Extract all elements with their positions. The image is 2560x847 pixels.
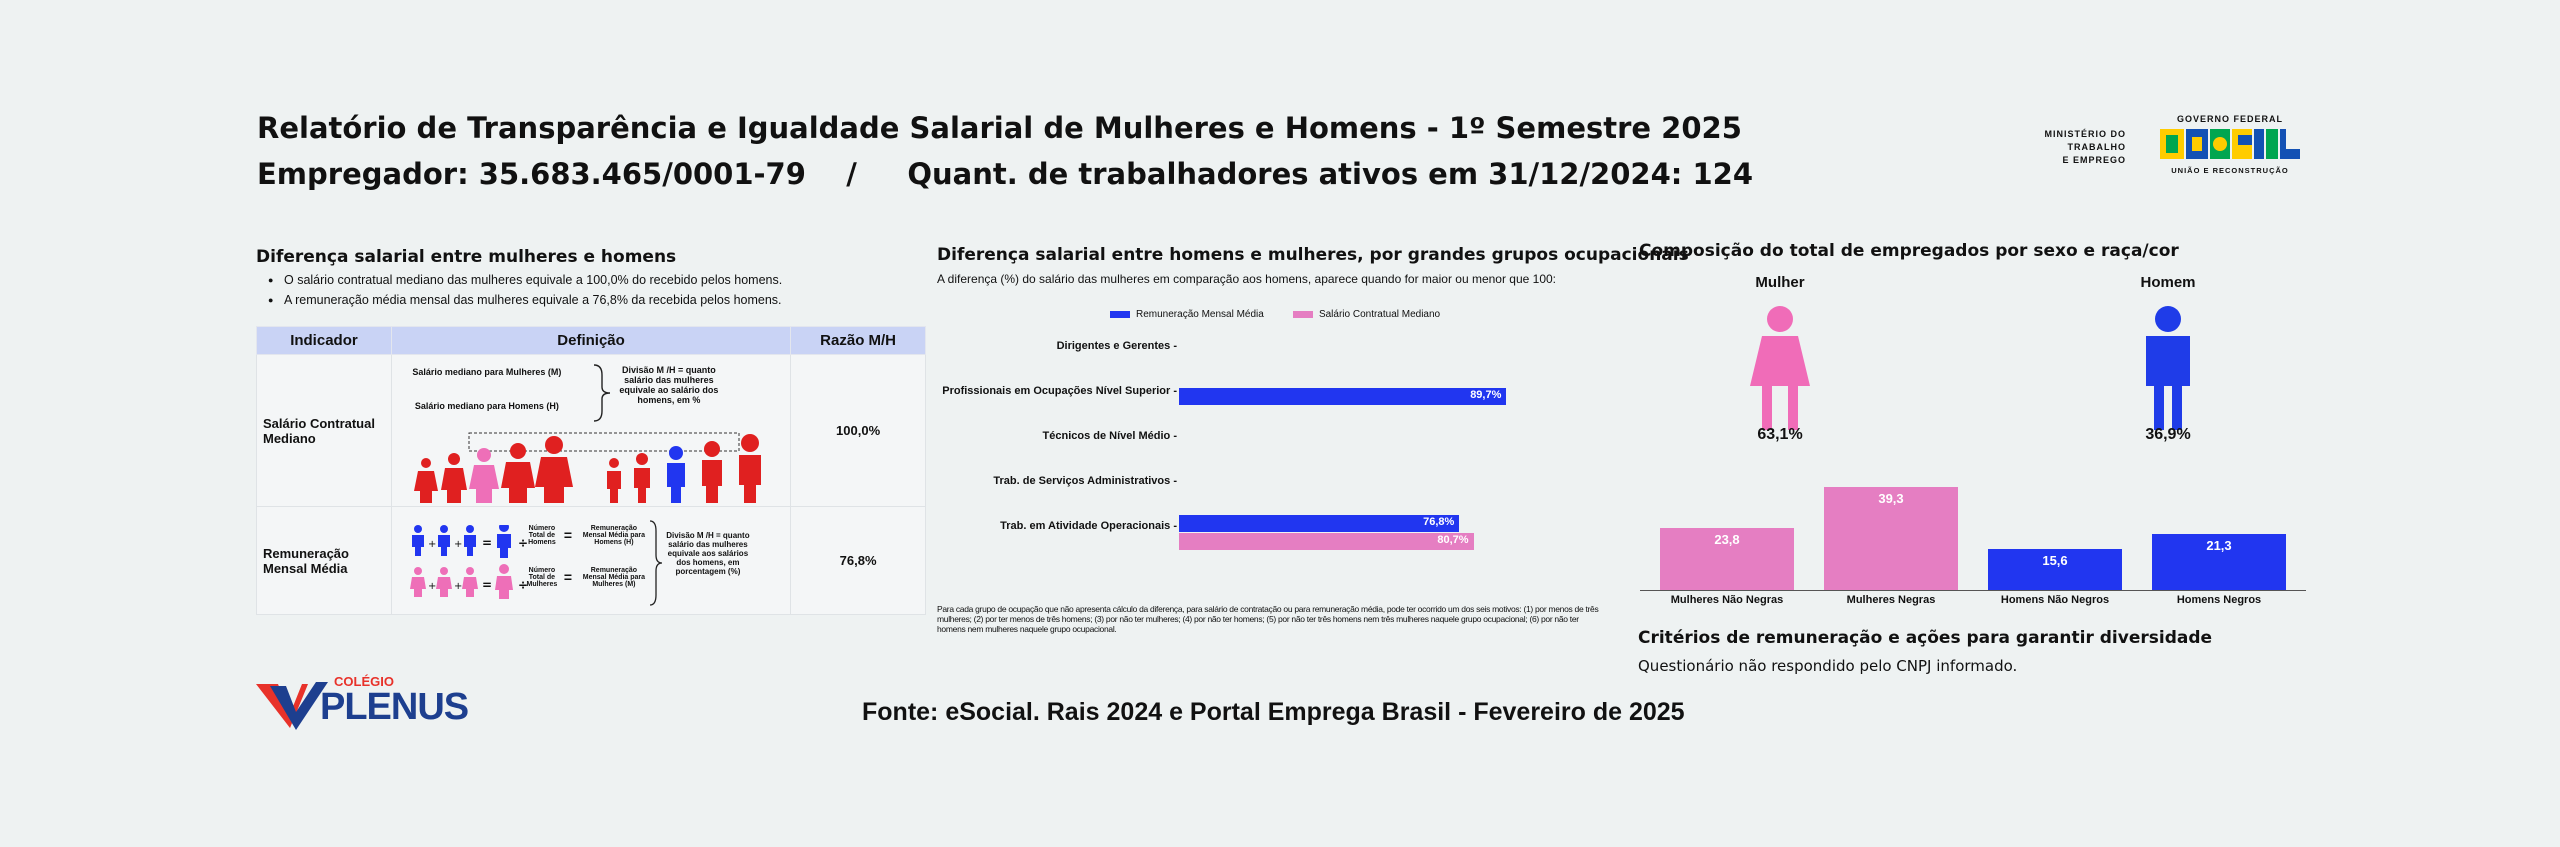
salary-gap-title: Diferença salarial entre mulheres e homens xyxy=(256,247,677,267)
woman-figure-icon xyxy=(1746,306,1814,430)
svg-text:=: = xyxy=(481,578,492,592)
category-label: Dirigentes e Gerentes - xyxy=(1056,340,1177,352)
indicator-table xyxy=(256,326,926,615)
bar-value-label: 39,3 xyxy=(1878,490,1904,506)
svg-text:+: + xyxy=(427,581,437,592)
def-men-count: Número Total de Homens xyxy=(528,525,556,546)
man-figure-icon xyxy=(2134,306,2202,430)
composition-title: Composição do total de empregados por sexo e raça/cor xyxy=(1639,241,2179,261)
ministry-line-2: TRABALHO xyxy=(2067,142,2126,152)
table-row xyxy=(257,355,926,507)
indicator-name: Remuneração Mensal Média xyxy=(257,507,392,615)
criteria-text: Questionário não respondido pelo CNPJ informado. xyxy=(1638,657,2018,675)
women-percentage: 63,1% xyxy=(1757,426,1803,443)
occupational-footnote: Para cada grupo de ocupação que não apresenta cálculo da diferença, para salário de contratação ou para remuneração média, pode ter ocorrido um dos seis motivos: (1) por menos de três mulheres; (2) por ter menos de três homens; (3) por não ter mulheres; (4) por não ter homens; (5) por não ter três homens nem três mulheres naquele grupo ocupacional; (6) por não ter homens nem mulheres naquele grupo ocupacional. xyxy=(937,604,1599,634)
legend-item-salario xyxy=(1293,309,1440,320)
ministry-logo xyxy=(2040,128,2126,167)
category-label: Trab. em Atividade Operacionais - xyxy=(1000,520,1177,532)
men-percentage: 36,9% xyxy=(2145,426,2191,443)
ministry-line-1: MINISTÉRIO DO xyxy=(2044,129,2126,139)
bar-value-label: 23,8 xyxy=(1714,531,1740,547)
bar xyxy=(1660,528,1794,590)
def-note-rem: Divisão M /H = quanto salário das mulheres equivale aos salários dos homens, em porcentagem (%) xyxy=(666,531,750,576)
people-illustration-icon xyxy=(414,431,774,503)
svg-text:÷: ÷ xyxy=(517,578,528,592)
def-men-median: Salário mediano para Homens (H) xyxy=(414,401,559,411)
definition-cell xyxy=(391,355,790,507)
category-label: Técnicos de Nível Médio - xyxy=(1042,430,1177,442)
gov-federal-logo xyxy=(2160,114,2300,175)
chart-legend xyxy=(1110,302,1464,321)
svg-text:÷: ÷ xyxy=(517,536,528,550)
bar xyxy=(1179,533,1474,550)
school-logo-top: COLÉGIO xyxy=(334,674,394,689)
ratio-value: 100,0% xyxy=(791,355,926,507)
svg-text:+: + xyxy=(453,581,463,592)
table-header-row xyxy=(257,327,926,355)
gov-federal-title: GOVERNO FEDERAL xyxy=(2176,114,2283,124)
employer-line: Empregador: 35.683.465/0001-79 / Quant. de trabalhadores ativos em 31/12/2024: 124 xyxy=(257,157,1753,191)
bar xyxy=(1179,388,1506,405)
criteria-title: Critérios de remuneração e ações para garantir diversidade xyxy=(1638,628,2213,648)
svg-text:+: + xyxy=(453,539,463,550)
gov-slogan: UNIÃO E RECONSTRUÇÃO xyxy=(2171,166,2289,175)
legend-swatch xyxy=(1110,311,1130,318)
bullet-item: ● A remuneração média mensal das mulheres equivale a 76,8% da recebida pelos homens. xyxy=(256,293,782,307)
equals-sign-men: = xyxy=(563,527,573,543)
plenus-mark-icon xyxy=(256,678,328,730)
legend-swatch xyxy=(1293,311,1313,318)
col-header-indicator: Indicador xyxy=(257,327,392,355)
col-header-definition: Definição xyxy=(391,327,790,355)
bar-value-label: 76,8% xyxy=(1423,516,1455,528)
race-composition-chart xyxy=(1640,470,2306,606)
men-label: Homem xyxy=(2140,274,2196,291)
legend-label: Salário Contratual Mediano xyxy=(1318,309,1441,320)
indicator-name: Salário Contratual Mediano xyxy=(257,355,392,507)
chart-axis-line xyxy=(1640,590,2306,591)
def-women-rem: Remuneração Mensal Média para Mulheres (M) xyxy=(582,567,646,588)
svg-text:+: + xyxy=(427,539,437,550)
bar xyxy=(1824,487,1958,590)
ratio-value: 76,8% xyxy=(791,507,926,615)
bar xyxy=(1179,515,1459,532)
def-note-median: Divisão M /H = quanto salário das mulheres equivale ao salário dos homens, em % xyxy=(619,365,719,405)
occupational-title: Diferença salarial entre homens e mulheres, por grandes grupos ocupacionais xyxy=(937,245,1689,265)
brasil-wordmark-icon xyxy=(2160,127,2300,163)
occupational-subtitle: A diferença (%) do salário das mulheres em comparação aos homens, aparece quando for maior ou menor que 100: xyxy=(937,272,1557,286)
svg-text:=: = xyxy=(481,536,492,550)
definition-cell xyxy=(391,507,790,615)
category-label: Profissionais em Ocupações Nível Superior - xyxy=(942,385,1177,397)
table-row xyxy=(257,507,926,615)
equals-sign-women: = xyxy=(563,569,573,585)
def-women-count: Número Total de Mulheres xyxy=(526,567,558,588)
legend-item-remuneracao xyxy=(1110,309,1264,320)
def-men-rem: Remuneração Mensal Média para Homens (H) xyxy=(582,525,646,546)
women-label: Mulher xyxy=(1755,274,1805,291)
bar-value-label: 21,3 xyxy=(2206,538,2232,554)
bar xyxy=(1988,549,2122,590)
source-footer: Fonte: eSocial. Rais 2024 e Portal Emprega Brasil - Fevereiro de 2025 xyxy=(862,698,1685,726)
def-women-median: Salário mediano para Mulheres (M) xyxy=(412,367,562,377)
women-block xyxy=(1752,274,1808,291)
bullet-item: ● O salário contratual mediano das mulheres equivale a 100,0% do recebido pelos homens. xyxy=(256,273,782,287)
school-logo-name: PLENUS xyxy=(320,686,469,728)
bar xyxy=(2152,534,2286,590)
brace-icon xyxy=(592,363,612,423)
category-label: Trab. de Serviços Administrativos - xyxy=(993,475,1177,487)
bar-value-label: 15,6 xyxy=(2042,553,2068,569)
occupational-bar-chart xyxy=(937,330,1617,560)
legend-label: Remuneração Mensal Média xyxy=(1136,309,1264,320)
school-logo xyxy=(256,672,496,732)
category-label: Homens Não Negros xyxy=(2000,594,2110,606)
ministry-line-3: E EMPREGO xyxy=(2062,155,2126,165)
brace-icon xyxy=(648,519,664,607)
category-label: Homens Negros xyxy=(2176,594,2262,606)
col-header-ratio: Razão M/H xyxy=(791,327,926,355)
bar-value-label: 80,7% xyxy=(1437,534,1469,546)
report-title: Relatório de Transparência e Igualdade Salarial de Mulheres e Homens - 1º Semestre 2025 xyxy=(257,111,1742,145)
men-block xyxy=(2140,274,2196,291)
bar-value-label: 89,7% xyxy=(1470,389,1502,401)
salary-gap-bullets xyxy=(256,273,782,313)
category-label: Mulheres Não Negras xyxy=(1670,594,1784,606)
category-label: Mulheres Negras xyxy=(1846,594,1936,606)
